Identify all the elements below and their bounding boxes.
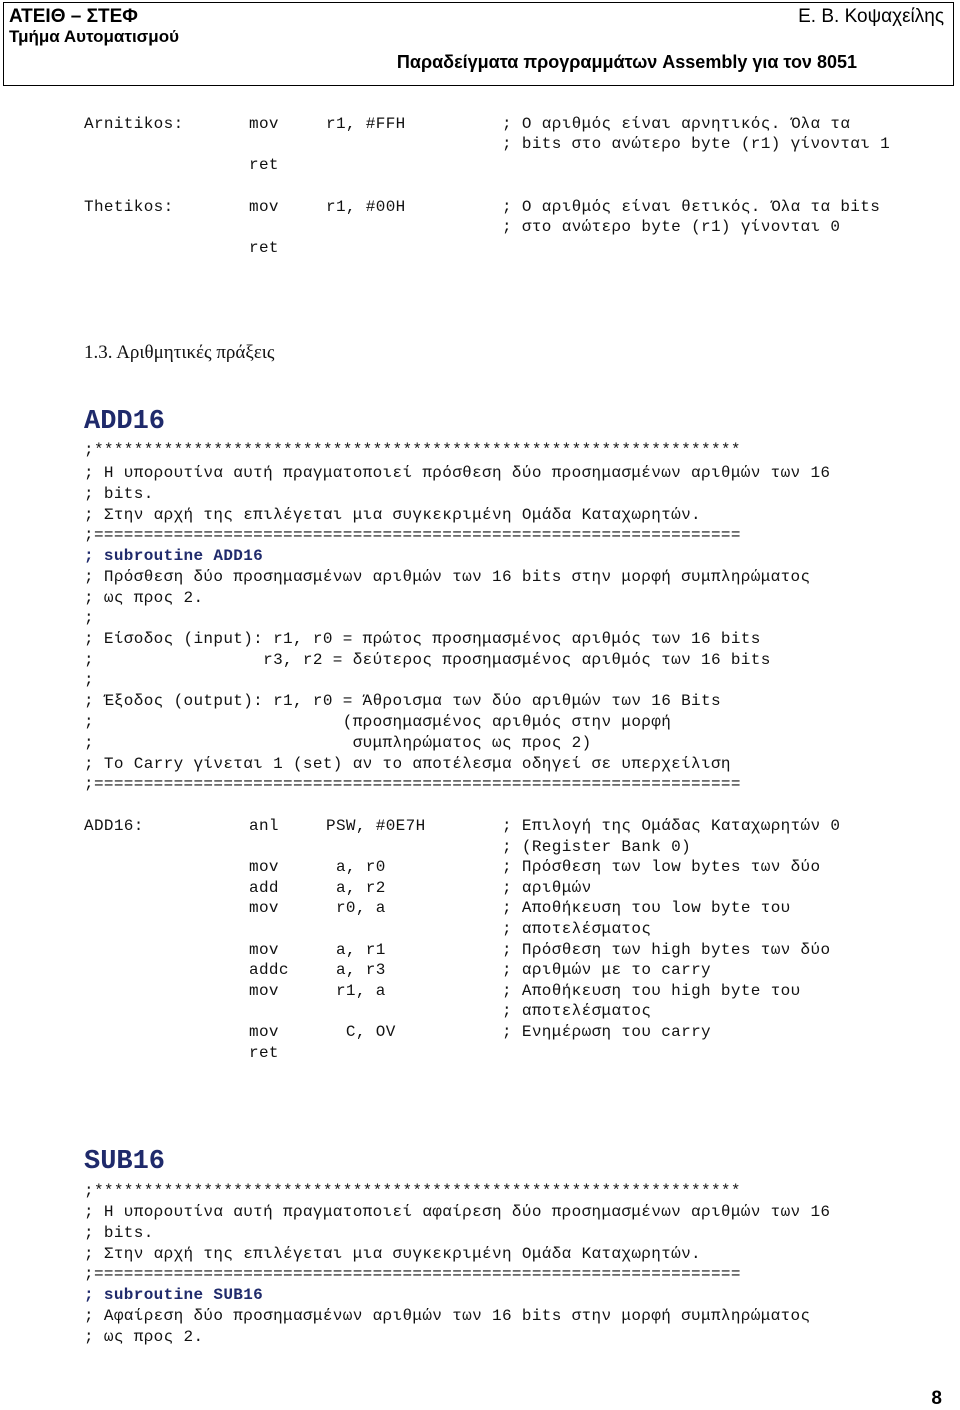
header-comment: ; (προσημασμένος αριθμός στην μορφή bbox=[84, 713, 672, 731]
code-comment: ; bits στο ανώτερο byte (r1) γίνονται 1 bbox=[502, 135, 891, 153]
code-operands: a, r2 bbox=[326, 879, 386, 897]
equals-divider: ;================================================================= bbox=[84, 526, 741, 544]
header-comment: ; Το Carry γίνεται 1 (set) αν το αποτέλεσμα οδηγεί σε υπερχείλιση bbox=[84, 755, 731, 773]
code-mnemonic: ret bbox=[249, 1044, 279, 1062]
code-operands: C, OV bbox=[326, 1023, 396, 1041]
code-operands: PSW, #0E7H bbox=[326, 817, 426, 835]
equals-divider: ;================================================================= bbox=[84, 1265, 741, 1283]
stars-divider: ;***************************************************************** bbox=[84, 1182, 741, 1200]
header-institution: ΑΤΕΙΘ – ΣΤΕΦ bbox=[9, 6, 138, 27]
description-line: ; Η υπορουτίνα αυτή πραγματοποιεί αφαίρεση δύο προσημασμένων αριθμών των 16 bbox=[84, 1203, 831, 1221]
code-mnemonic: mov bbox=[249, 1023, 279, 1041]
header-comment: ; ως προς 2. bbox=[84, 1328, 204, 1346]
header-department: Τμήμα Αυτοματισμού bbox=[9, 27, 179, 46]
subroutine-name: ; subroutine SUB16 bbox=[84, 1286, 264, 1304]
code-operands: a, r1 bbox=[326, 941, 386, 959]
code-operands: a, r0 bbox=[326, 858, 386, 876]
subroutine-name: ; subroutine ADD16 bbox=[84, 547, 264, 565]
code-comment: ; αριθμών bbox=[502, 879, 592, 897]
code-comment: ; στο ανώτερο byte (r1) γίνονται 0 bbox=[502, 218, 841, 236]
code-comment: ; Ο αριθμός είναι θετικός. Όλα τα bits bbox=[502, 198, 881, 216]
code-label: ADD16: bbox=[84, 817, 144, 835]
code-mnemonic: add bbox=[249, 879, 279, 897]
header-comment: ; r3, r2 = δεύτερος προσημασμένος αριθμός των 16 bits bbox=[84, 651, 771, 669]
code-mnemonic: mov bbox=[249, 982, 279, 1000]
code-operands: r1, a bbox=[326, 982, 386, 1000]
code-comment: ; (Register Bank 0) bbox=[502, 838, 692, 856]
description-line: ; bits. bbox=[84, 485, 154, 503]
header-comment: ; Έξοδος (output): r1, r0 = Άθροισμα των δύο αριθμών των 16 Bits bbox=[84, 692, 721, 710]
code-mnemonic: mov bbox=[249, 858, 279, 876]
code-comment: ; αριθμών με το carry bbox=[502, 961, 711, 979]
page-number: 8 bbox=[931, 1388, 942, 1409]
code-mnemonic: anl bbox=[249, 817, 279, 835]
description-line: ; Στην αρχή της επιλέγεται μια συγκεκριμένη Ομάδα Καταχωρητών. bbox=[84, 506, 701, 524]
code-comment: ; Πρόσθεση των low bytes των δύο bbox=[502, 858, 821, 876]
code-mnemonic: addc bbox=[249, 961, 289, 979]
header-comment: ; bbox=[84, 671, 94, 689]
code-comment: ; Ο αριθμός είναι αρνητικός. Όλα τα bbox=[502, 115, 851, 133]
label-thetikos: Thetikos: bbox=[84, 198, 174, 216]
header-document-title: Παραδείγματα προγραμμάτων Assembly για τον 8051 bbox=[396, 52, 857, 72]
label-arnitikos: Arnitikos: bbox=[84, 115, 184, 133]
routine-title-sub16: SUB16 bbox=[84, 1147, 166, 1177]
code-comment: ; αποτελέσματος bbox=[502, 920, 652, 938]
equals-divider: ;================================================================= bbox=[84, 775, 741, 793]
instr-ret: ret bbox=[249, 239, 279, 257]
stars-divider: ;***************************************************************** bbox=[84, 441, 741, 459]
description-line: ; bits. bbox=[84, 1224, 154, 1242]
description-line: ; Στην αρχή της επιλέγεται μια συγκεκριμένη Ομάδα Καταχωρητών. bbox=[84, 1245, 701, 1263]
instr-ret: ret bbox=[249, 156, 279, 174]
code-comment: ; Αποθήκευση του low byte του bbox=[502, 899, 791, 917]
code-mnemonic: mov bbox=[249, 899, 279, 917]
header-comment: ; Πρόσθεση δύο προσημασμένων αριθμών των 16 bits στην μορφή συμπληρώματος bbox=[84, 568, 811, 586]
code-comment: ; Αποθήκευση του high byte του bbox=[502, 982, 801, 1000]
code-mnemonic: mov bbox=[249, 941, 279, 959]
code-comment: ; Επιλογή της Ομάδας Καταχωρητών 0 bbox=[502, 817, 841, 835]
code-operands: a, r3 bbox=[326, 961, 386, 979]
header-comment: ; Αφαίρεση δύο προσημασμένων αριθμών των 16 bits στην μορφή συμπληρώματος bbox=[84, 1307, 811, 1325]
header-author: Ε. Β. Κοψαχείλης bbox=[798, 6, 944, 27]
section-heading: 1.3. Αριθμητικές πράξεις bbox=[84, 342, 275, 363]
routine-title-add16: ADD16 bbox=[84, 407, 166, 437]
code-comment: ; αποτελέσματος bbox=[502, 1002, 652, 1020]
header-comment: ; bbox=[84, 609, 94, 627]
instr-mov: mov bbox=[249, 115, 279, 133]
instr-operands: r1, #FFH bbox=[326, 115, 406, 133]
header-comment: ; ως προς 2. bbox=[84, 589, 204, 607]
instr-mov: mov bbox=[249, 198, 279, 216]
code-operands: r0, a bbox=[326, 899, 386, 917]
description-line: ; Η υπορουτίνα αυτή πραγματοποιεί πρόσθεση δύο προσημασμένων αριθμών των 16 bbox=[84, 464, 831, 482]
instr-operands: r1, #00H bbox=[326, 198, 406, 216]
header-comment: ; συμπληρώματος ως προς 2) bbox=[84, 734, 592, 752]
header-comment: ; Είσοδος (input): r1, r0 = πρώτος προσημασμένος αριθμός των 16 bits bbox=[84, 630, 761, 648]
code-comment: ; Πρόσθεση των high bytes των δύο bbox=[502, 941, 831, 959]
code-comment: ; Ενημέρωση του carry bbox=[502, 1023, 711, 1041]
